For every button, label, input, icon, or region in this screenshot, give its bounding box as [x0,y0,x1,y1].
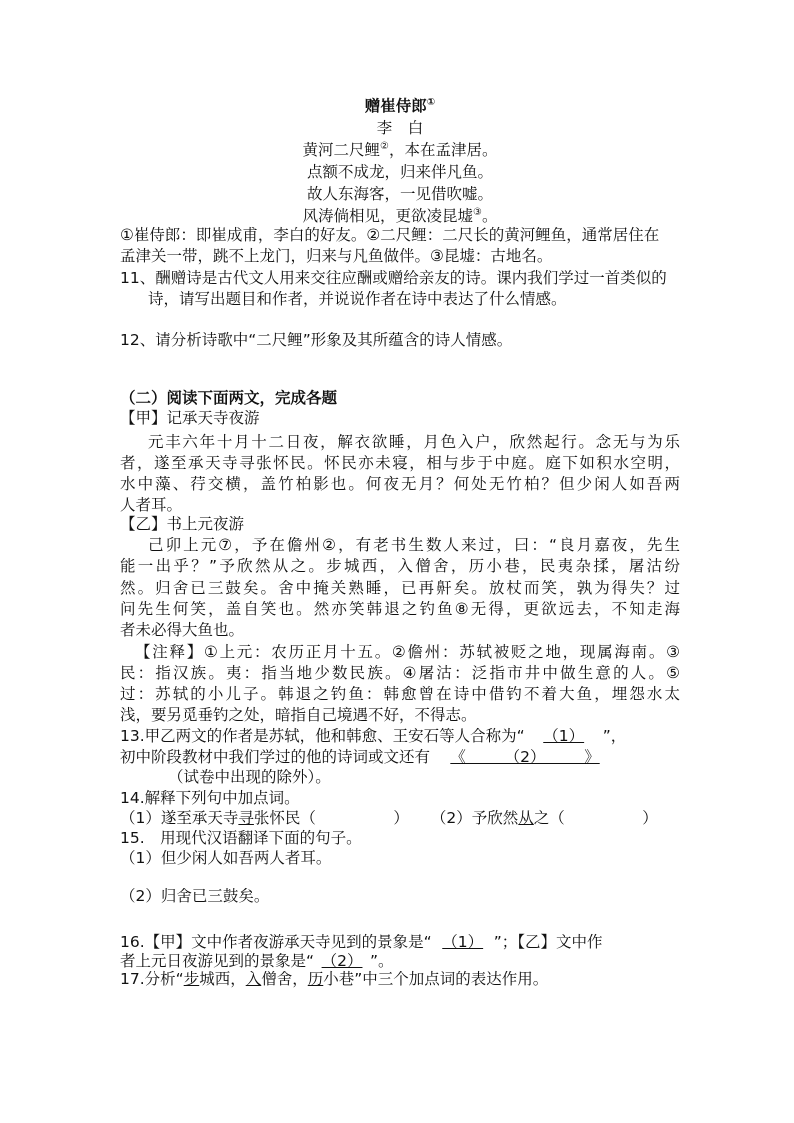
question-13-cont [120,747,680,767]
q13-text: ”， [602,727,627,745]
q17-text: 小巷”中三个加点词的表达作用。 [323,970,549,988]
poem-note-line: ①崔侍郎：即崔成甫，李白的好友。②二尺鲤：二尺长的黄河鲤鱼，通常居住在 [120,226,660,244]
annotation-line: 浅，要另觅垂钓之处，暗指自己境遇不好，不得志。 [120,706,477,724]
poem-line-tail: ，本在孟津居。 [388,141,498,159]
section-heading: （二）阅读下面两文，完成各题 [120,389,338,407]
q13-text: （试卷中出现的除外）。 [168,768,331,786]
passage-jia-line: 人者耳。 [120,496,183,514]
question-15-item-2: （2）归舍已三鼓矣。 [120,887,270,905]
passage-yi-line: 者未必得大鱼也。 [120,621,245,639]
question-17 [120,969,680,989]
question-12: 12、请分析诗歌中“二尺鲤”形象及其所蕴含的诗人情感。 [120,331,513,349]
dotted-word: 步 [183,970,200,988]
question-11: 11、酬赠诗是古代文人用来交往应酬或赠给亲友的诗。课内我们学过一首类似的 [120,269,667,287]
poem-line [120,140,680,160]
passage-yi-line: 己卯上元⑦，予在儋州②，有老书生数人来过，曰：“良月嘉夜，先生 [148,536,680,554]
annotation-line: 民：指汉族。夷：指当地少数民族。④屠沽：泛指市井中做生意的人。⑤ [120,664,680,682]
passage-jia-line: 者，遂至承天寺寻张怀民。怀民亦未寝，相与步于中庭。庭下如积水空明， [120,454,680,472]
q16-text: 者上元日夜游见到的景象是“ [120,952,315,970]
poem-author: 李 白 [376,119,424,137]
dotted-word: 入 [245,970,262,988]
q17-text: 17.分析“ [120,970,184,988]
passage-yi-line: 能一出乎？”予欣然从之。步城西，入僧舍，历小巷，民夷杂揉，屠沽纷 [120,557,680,575]
question-14: 14.解释下列句中加点词。 [120,789,300,807]
answer-paren[interactable]: 张怀民（ ） [253,809,409,827]
q16-text: ”。 [370,952,394,970]
annotation-line: 【注释】①上元：农历正月十五。②儋州：苏轼被贬之地，现属海南。③ [135,643,680,661]
question-11-cont: 诗，请写出题目和作者，并说说作者在诗中表达了什么情感。 [148,290,567,308]
poem-title [120,96,680,116]
passage-yi-line: 问先生何笑，盖自笑也。然亦笑韩退之钓鱼⑧无得，更欲远去，不知走海 [120,600,680,618]
poem-line: 故人东海客，一见借吹嘘。 [306,185,493,203]
question-14-items [120,808,680,828]
q17-text: 城西， [199,970,246,988]
q14-text: （1）遂至承天寺 [120,809,239,827]
answer-blank[interactable]: 《 （2） 》 [450,748,600,766]
question-16 [120,932,680,952]
question-16-cont [120,951,680,971]
poem-title-note-mark: ① [426,97,436,108]
question-15: 15. 用现代汉语翻译下面的句子。 [120,829,362,847]
q14-item-2 [431,809,658,827]
dotted-word: 从 [518,809,534,827]
poem-line-tail: 。 [481,207,498,225]
dotted-word: 历 [307,970,324,988]
answer-blank[interactable]: （2） [321,952,363,970]
answer-blank-line[interactable] [120,767,168,787]
poem-line [120,206,680,226]
q16-text: 16.【甲】文中作者夜游承天寺见到的景象是“ [120,933,432,951]
passage-jia-line: 元丰六年十月十二日夜，解衣欲睡，月色入户，欣然起行。念无与为乐 [148,433,680,451]
poem-line-text: 黄河二尺鲤 [302,141,381,159]
question-13-cont [120,767,680,787]
question-13 [120,726,680,746]
q14-item-1 [120,809,409,827]
q16-text: ”；【乙】文中作 [493,933,603,951]
q17-text: 僧舍， [261,970,308,988]
poem-note-line: 孟津关一带，跳不上龙门，归来与凡鱼做伴。③昆墟：古地名。 [120,247,553,265]
poem-note-mark: ③ [473,207,482,218]
annotation-line: 过：苏轼的小儿子。韩退之钓鱼：韩愈曾在诗中借钓不着大鱼，埋怨水太 [120,685,680,703]
q13-text: 初中阶段教材中我们学过的他的诗词或文还有 [120,748,431,766]
answer-paren[interactable]: 之（ ） [533,809,658,827]
passage-jia-title: 【甲】记承天寺夜游 [120,409,260,427]
passage-jia-line: 水中藻、荇交横，盖竹柏影也。何夜无月？何处无竹柏？但少闲人如吾两 [120,475,680,493]
answer-blank[interactable]: （1） [442,933,484,951]
dotted-word: 寻 [238,809,254,827]
q13-text: 13.甲乙两文的作者是苏轼，他和韩愈、王安石等人合称为“ [120,727,525,745]
poem-line: 点额不成龙，归来伴凡鱼。 [306,163,493,181]
poem-title-text: 赠崔侍郎 [364,97,427,115]
q14-text: （2）予欣然 [430,809,519,827]
passage-yi-title: 【乙】书上元夜游 [120,515,245,533]
poem-note-mark: ② [380,141,389,152]
question-15-item-1: （1）但少闲人如吾两人者耳。 [120,849,332,867]
passage-yi-line: 然。归舍已三鼓矣。舍中掩关熟睡，已再鼾矣。放杖而笑，孰为得失？过 [120,579,680,597]
poem-line-text: 风涛倘相见，更欲凌昆墟 [302,207,474,225]
answer-blank[interactable]: （1） [543,727,585,745]
